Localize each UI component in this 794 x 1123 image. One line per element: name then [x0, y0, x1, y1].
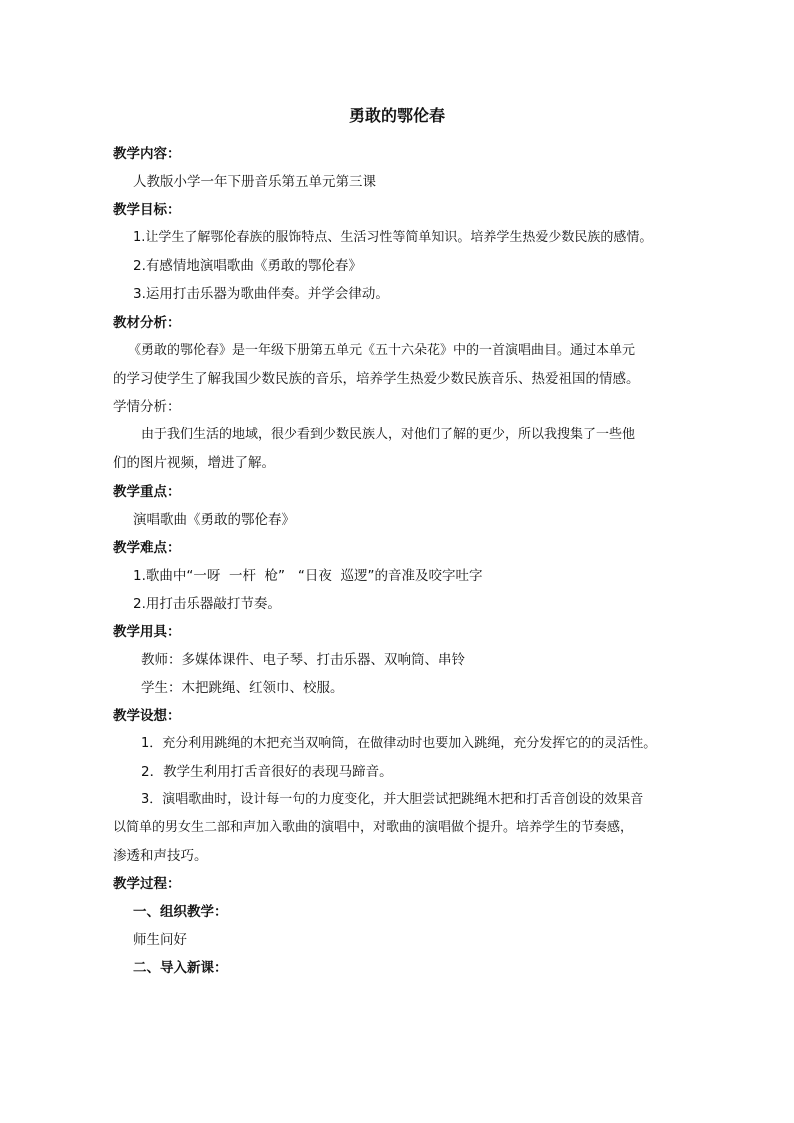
material-line-1: 《勇敢的鄂伦春》是一年级下册第五单元《五十六朵花》中的一首演唱曲目。通过本单元 [128, 343, 636, 358]
material-line-2: 的学习使学生了解我国少数民族的音乐，培养学生热爱少数民族音乐、热爱祖国的情感。 [113, 371, 640, 387]
document-title: 勇敢的鄂伦春 [348, 106, 445, 125]
difficulty-line-2: 2.用打击乐器敲打节奏。 [133, 596, 281, 612]
goals-line-1: 1.让学生了解鄂伦春族的服饰特点、生活习性等简单知识。培养学生热爱少数民族的感情。 [133, 230, 653, 245]
heading-tools: 教学用具： [113, 624, 181, 640]
students-line-2: 们的图片视频，增进了解。 [113, 455, 275, 471]
process-step-1-line: 师生问好 [133, 932, 187, 948]
design-line-1: 1．充分利用跳绳的木把充当双响筒，在做律动时也要加入跳绳，充分发挥它的的灵活性。 [141, 736, 657, 751]
key-line-1: 演唱歌曲《勇敢的鄂伦春》 [133, 512, 295, 528]
heading-students: 学情分析： [113, 399, 181, 415]
content-line-1: 人教版小学一年下册音乐第五单元第三课 [133, 174, 376, 190]
tools-line-2: 学生：木把跳绳、红领巾、校服。 [141, 680, 344, 696]
process-step-2: 二、导入新课： [133, 960, 228, 976]
tools-line-1: 教师：多媒体课件、电子琴、打击乐器、双响筒、串铃 [141, 652, 465, 668]
heading-process: 教学过程： [113, 876, 181, 892]
students-line-1: 由于我们生活的地域，很少看到少数民族人，对他们了解的更少，所以我搜集了一些他 [141, 427, 636, 442]
heading-content: 教学内容： [113, 146, 181, 162]
heading-difficulty: 教学难点： [113, 540, 181, 556]
heading-goals: 教学目标： [113, 202, 181, 218]
goals-line-2: 2.有感情地演唱歌曲《勇敢的鄂伦春》 [133, 258, 362, 274]
design-line-3: 3．演唱歌曲时，设计每一句的力度变化，并大胆尝试把跳绳木把和打舌音创设的效果音 [141, 792, 644, 807]
heading-material: 教材分析： [113, 315, 181, 331]
process-step-1: 一、组织教学： [133, 904, 228, 920]
design-line-5: 渗透和声技巧。 [113, 848, 208, 864]
heading-key: 教学重点： [113, 484, 181, 500]
design-line-4: 以简单的男女生二部和声加入歌曲的演唱中，对歌曲的演唱做个提升。培养学生的节奏感， [113, 820, 634, 835]
difficulty-line-1: 1.歌曲中“一呀 一杆 枪” “日夜 巡逻”的音准及咬字吐字 [133, 568, 483, 584]
design-line-2: 2．教学生利用打舌音很好的表现马蹄音。 [141, 764, 393, 780]
heading-design: 教学设想： [113, 708, 181, 724]
goals-line-3: 3.运用打击乐器为歌曲伴奏。并学会律动。 [133, 286, 389, 302]
